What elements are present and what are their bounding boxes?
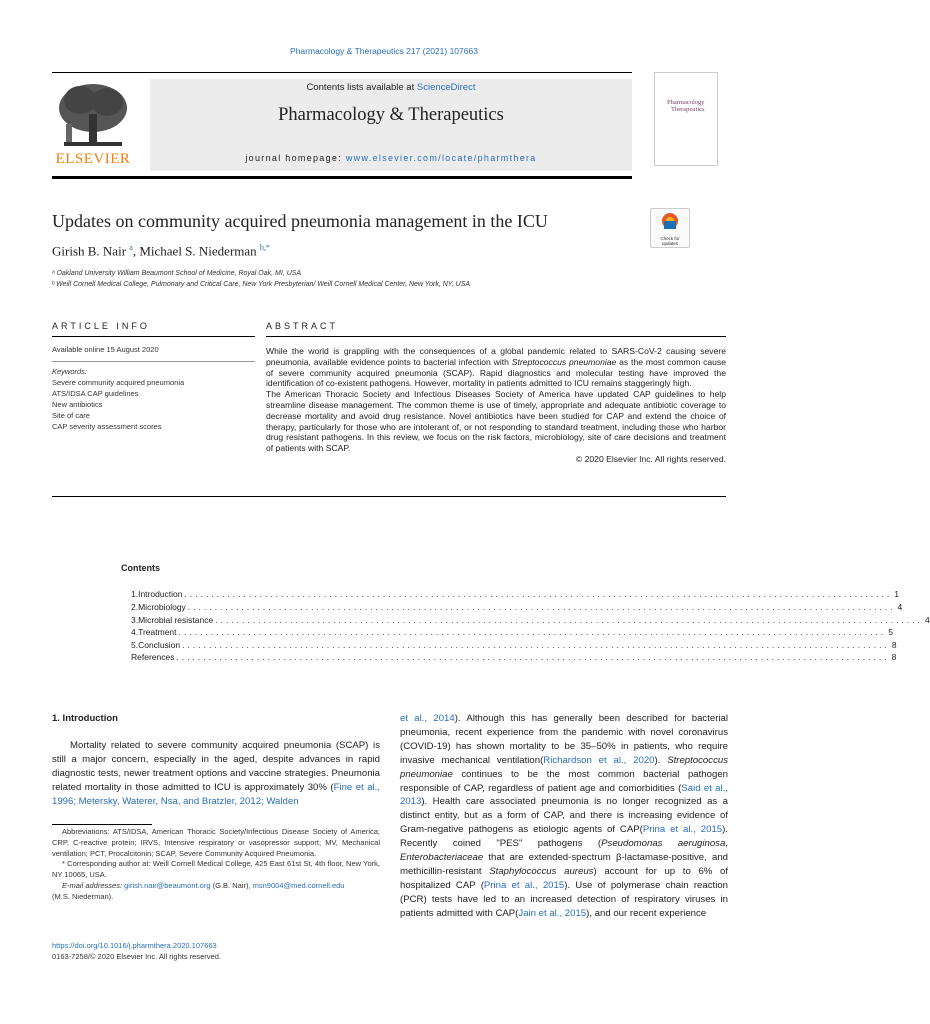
doi-link[interactable]: https://doi.org/10.1016/j.pharmthera.2020.107663 bbox=[52, 941, 217, 950]
toc-entry[interactable]: 4. Treatment .................................................................................................................................... 5 bbox=[131, 627, 893, 637]
header-rule-thick bbox=[52, 176, 632, 179]
journal-title: Pharmacology & Therapeutics bbox=[278, 105, 504, 125]
journal-cover-thumbnail[interactable] bbox=[654, 72, 718, 166]
footnote-rule bbox=[52, 824, 152, 825]
email-footnote: E-mail addresses: girish.nair@beaumont.org (G.B. Nair), msn9004@med.cornell.edu (M.S. Niederman). bbox=[52, 880, 345, 901]
affiliation-a: ᵃ Oakland University William Beaumont School of Medicine, Royal Oak, MI, USA bbox=[52, 270, 302, 277]
keywords-label: Keywords: bbox=[52, 367, 88, 376]
available-online: Available online 15 August 2020 bbox=[52, 345, 159, 354]
email-link-nair[interactable]: girish.nair@beaumont.org bbox=[124, 880, 211, 890]
citation-link[interactable]: Prina et al., 2015 bbox=[642, 824, 723, 836]
article-info-column bbox=[52, 344, 255, 432]
header-rule bbox=[52, 72, 632, 73]
check-badge-line-1: Check for bbox=[660, 236, 680, 241]
check-updates-icon bbox=[651, 209, 689, 231]
introduction-heading: 1. Introduction bbox=[52, 713, 118, 724]
body-left-column: Mortality related to severe community acquired pneumonia (SCAP) is still a major concern, especially in the aged, despite advances in rapid diagnostic tests, newer treatment options and vaccine strategies. Pneumonia related mortality in those admitted to ICU is approximately 30% (Fine et al., 1996; Metersky, Waterer, Nsa, and Bratzler, 2012; Walden bbox=[52, 740, 380, 807]
email-link-niederman[interactable]: msn9004@med.cornell.edu bbox=[252, 880, 345, 890]
citation-link[interactable]: Fine et al., 1996; Metersky, Waterer, Nsa, and Bratzler, 2012; Walden bbox=[52, 781, 380, 807]
check-badge-line-2: updates bbox=[661, 241, 678, 246]
keyword-item: New antibiotics bbox=[52, 400, 103, 409]
article-info-rule bbox=[52, 336, 255, 337]
author-nair-affil[interactable]: a bbox=[129, 243, 133, 252]
sciencedirect-link[interactable]: ScienceDirect bbox=[416, 82, 476, 93]
check-for-updates-badge[interactable] bbox=[650, 208, 690, 248]
article-info-heading: ARTICLE INFO bbox=[52, 321, 150, 331]
copyright-line: © 2020 Elsevier Inc. All rights reserved. bbox=[575, 453, 726, 464]
body-right-column: et al., 2014). Although this has generally been described for bacterial pneumonia, recent experience from the pandemic with novel coronavirus (COVID-19) has shown mortality to be 35–50% in patients, who require invasive mechanical ventilation(Richardson et al., 2020). Streptococcus pneumoniae continues to be the most common bacterial pathogen responsible of CAP, regardless of patient age and comorbidities (Said et al., 2013). Health care associated pneumonia is no longer recognized as a distinct entity, but as a form of CAP, and there is increasing evidence of Gram-negative pathogens as etiologic agents of CAP(Prina et al., 2015). Recently coined "PES" pathogens (Pseudomonas aeruginosa, Enterobacteriaceae that are extended-spectrum β-lactamase-positive, and methicillin-resistant Staphylococcus aureus) account for up to 6% of hospitalized CAP (Prina et al., 2015). Use of polymerase chain reaction (PCR) tests have led to an increased detection of respiratory viruses in patients admitted with CAP(Jain et al., 2015), and our recent experience bbox=[400, 713, 728, 919]
abstract-heading: ABSTRACT bbox=[266, 321, 339, 331]
toc-entry[interactable]: 1. Introduction .................................................................................................................................... 1 bbox=[131, 589, 899, 599]
author-nair: Girish B. Nair bbox=[52, 243, 130, 259]
journal-homepage-line: journal homepage: www.elsevier.com/locate/pharmthera bbox=[245, 153, 537, 163]
author-list bbox=[52, 243, 270, 259]
issn-line: 0163-7258/© 2020 Elsevier Inc. All rights reserved. bbox=[52, 952, 221, 961]
citation-link[interactable]: Prina et al., 2015 bbox=[483, 879, 565, 891]
elsevier-wordmark: ELSEVIER bbox=[55, 151, 131, 167]
keyword-item: Severe community acquired pneumonia bbox=[52, 378, 185, 387]
abstract-rule bbox=[266, 336, 726, 337]
citation-link[interactable]: Jain et al., 2015 bbox=[518, 907, 587, 919]
abbreviations-footnote: Abbreviations: ATS/IDSA, American Thoracic Society/Infectious Disease Society of America; CRP, C-reactive protein; IRVS, Intensive respiratory or vasopressor support; MV, Mechanical ventilation; PCT, Procalcitonin; SCAP, Severe Community Acquired Pneumonia. bbox=[52, 827, 380, 858]
keyword-item: Site of care bbox=[52, 411, 90, 420]
citation-link[interactable]: Said et al., 2013 bbox=[400, 782, 728, 808]
toc-entry[interactable]: References ..................................................................................................................................... 8 bbox=[131, 652, 897, 662]
citation-link[interactable]: Richardson et al., 2020 bbox=[543, 754, 655, 766]
abstract-body: While the world is grappling with the consequences of a global pandemic related to SARS-CoV-2 causing severe pneumonia, available evidence points to bacterial infection with Streptococcus pneumoniae as the most common cause of severe community acquired pneumonia (SCAP). Rapid diagnostics and molecular testing have improved the identification of co-existent pathogens. However, mortality in patients admitted to ICU remains staggeringly high. The American Thoracic Society and Infectious Diseases Society of America have updated CAP guidelines to help streamline disease management. The common theme is use of timely, appropriate and adequate antibiotic coverage to decrease mortality and avoid drug resistance. Novel antibiotics have been studied for CAP and extend the choice of therapy, particularly for those who are intolerant of, or not responding to standard treatment, including those who harbor drug resistant pathogens. In this review, we focus on the risk factors, microbiology, site of care decisions and treatment of patients with SCAP. © 2020 Elsevier Inc. All rights reserved. bbox=[266, 346, 726, 464]
keyword-item: CAP severity assessment scores bbox=[52, 422, 162, 431]
journal-reference[interactable]: Pharmacology & Therapeutics 217 (2021) 107663 bbox=[290, 46, 478, 56]
author-niederman: , Michael S. Niederman bbox=[132, 243, 260, 259]
keyword-item: ATS/IDSA CAP guidelines bbox=[52, 389, 139, 398]
toc-entry[interactable]: 5. Conclusion .................................................................................................................................... 8 bbox=[131, 640, 897, 650]
abstract-bottom-rule bbox=[52, 496, 726, 497]
toc-entry[interactable]: 3. Microbial resistance .................................................................................................................................... 4 bbox=[131, 615, 930, 625]
journal-homepage-link[interactable]: www.elsevier.com/locate/pharmthera bbox=[345, 153, 537, 163]
contents-available-line: Contents lists available at ScienceDirect bbox=[306, 82, 476, 93]
doi-block bbox=[52, 940, 221, 962]
contents-title: Contents bbox=[121, 563, 160, 573]
affiliation-b: ᵇ Weill Cornell Medical College, Pulmonary and Critical Care, New York Presbyterian/ Weill Cornell Medical Center, New York, NY, USA bbox=[52, 281, 471, 288]
cover-title-line-2: Therapeutics bbox=[671, 106, 705, 113]
citation-link[interactable]: et al., 2014 bbox=[400, 713, 455, 724]
toc-entry[interactable]: 2. Microbiology .................................................................................................................................... 4 bbox=[131, 602, 903, 612]
author-niederman-affil[interactable]: b,* bbox=[259, 243, 270, 252]
footnotes bbox=[52, 827, 380, 903]
info-divider bbox=[52, 361, 255, 362]
cover-title-line-1: Pharmacology bbox=[667, 99, 705, 106]
corresponding-author-footnote: * Corresponding author at: Weill Cornell Medical College, 425 East 61st St, 4th floor, New York, NY 10065, USA. bbox=[52, 859, 380, 880]
abstract-paragraph-2: The American Thoracic Society and Infectious Diseases Society of America have updated CAP guidelines to help streamline disease management. The common theme is use of timely, appropriate and adequate antibiotic coverage to decrease mortality and avoid drug resistance. Novel antibiotics have been studied for CAP and extend the choice of therapy, particularly for those who are intolerant of, or not responding to standard treatment, including those who harbor drug resistant pathogens. In this review, we focus on the risk factors, microbiology, site of care decisions and treatment of patients with SCAP. bbox=[266, 389, 726, 454]
article-title: Updates on community acquired pneumonia management in the ICU bbox=[52, 211, 548, 231]
